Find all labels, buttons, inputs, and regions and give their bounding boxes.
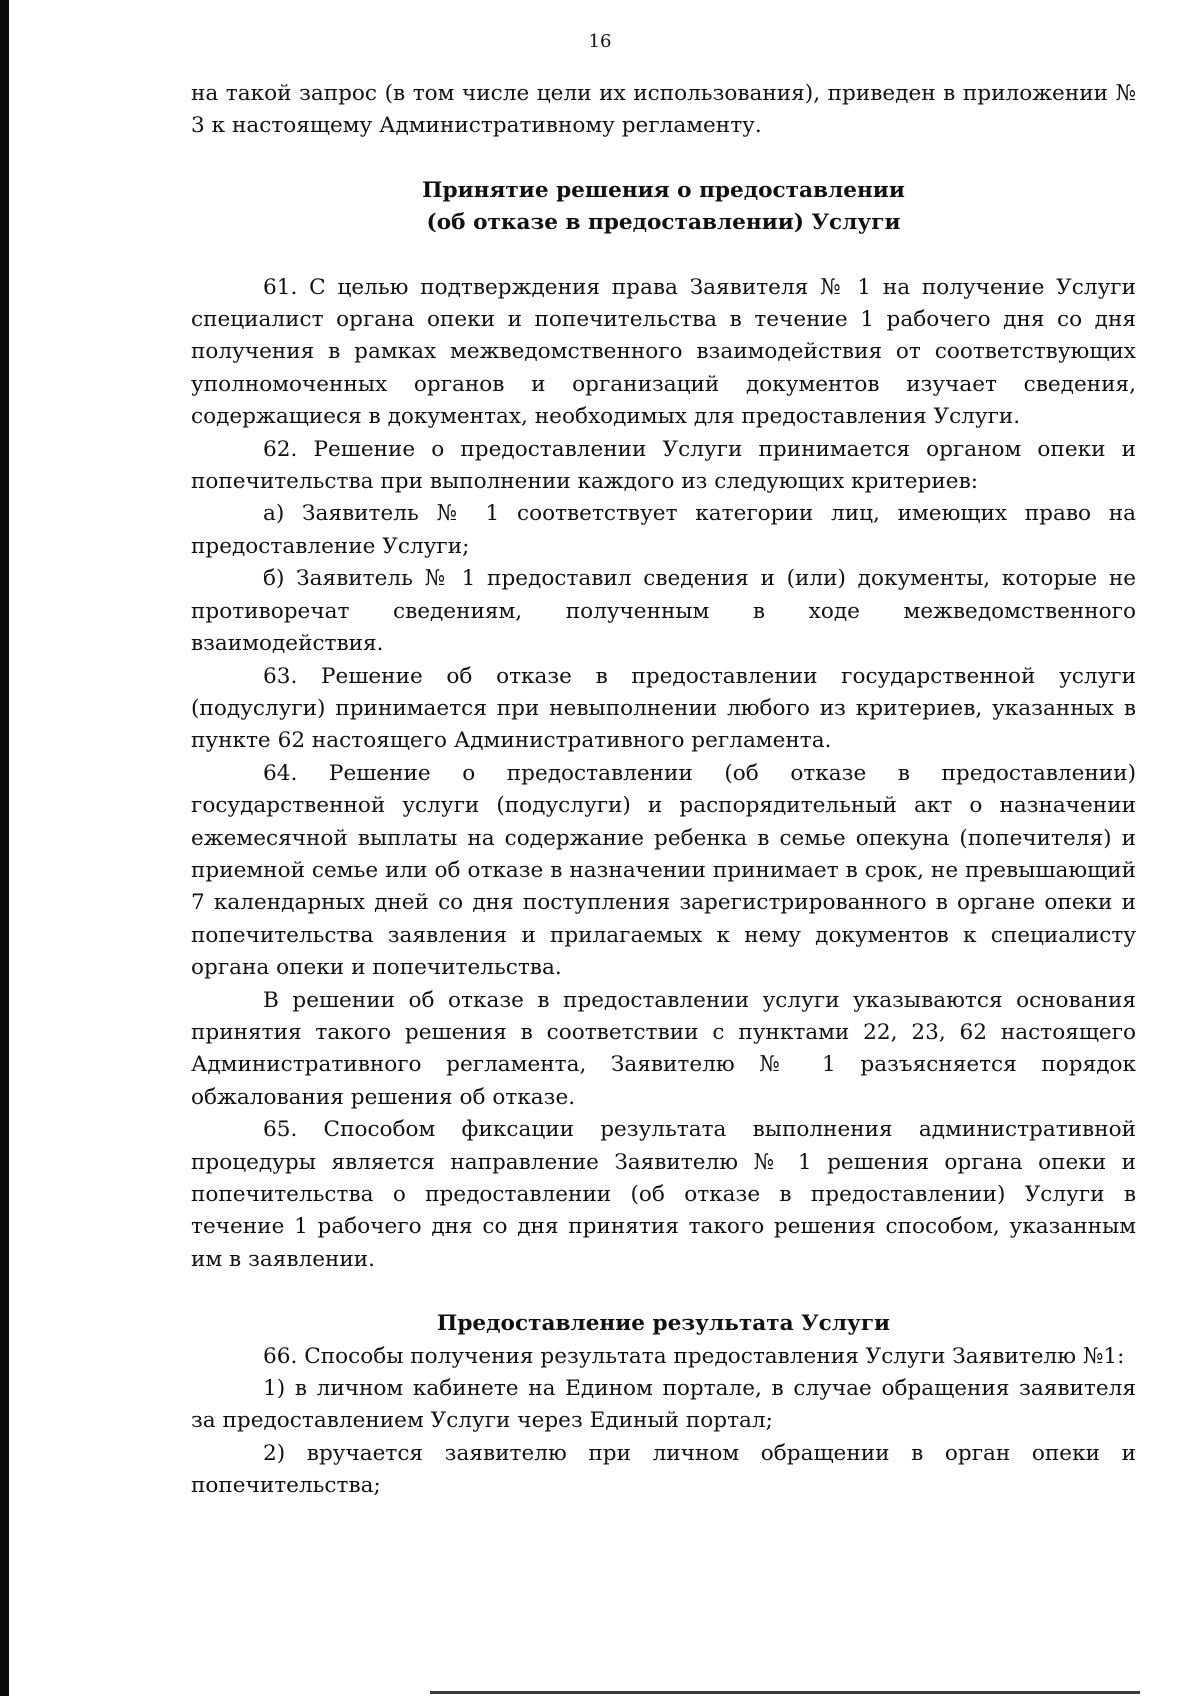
paragraph-64: 64. Решение о предоставлении (об отказе в предоставлении) государственной услуги (подуслуги) и распорядительный акт о назначении ежемесячной выплаты на содержание ребенка в семье опекуна (попечителя) и приемной семье или об отказе в назначении принимает в срок, не превышающий 7 календарных дней со дня поступления зарегистрированного в органе опеки и попечительства заявления и прилагаемых к нему документов к специалисту органа опеки и попечительства.: [191, 760, 1136, 981]
section-heading-decision: [191, 175, 1136, 240]
continuation-text: на такой запрос (в том числе цели их использования), приведен в приложении № 3 к настоящему Административному регламенту.: [191, 81, 1136, 139]
paragraph-65: 65. Способом фиксации результата выполнения административной процедуры является направление Заявителю № 1 решения органа опеки и попечительства о предоставлении (об отказе в предоставлении) Услуги в течение 1 рабочего дня со дня принятия такого решения способом, указанным им в заявлении.: [191, 1117, 1136, 1272]
paragraph-66-2: 2) вручается заявителю при личном обращении в орган опеки и попечительства;: [191, 1440, 1136, 1499]
section-heading-result: [191, 1308, 1136, 1340]
paragraph-62: 62. Решение о предоставлении Услуги принимается органом опеки и попечительства при выполнении каждого из следующих критериев:: [191, 436, 1136, 495]
heading-line: Предоставление результата Услуги: [436, 1311, 891, 1337]
heading-line: Принятие решения о предоставлении: [422, 177, 905, 203]
heading-line: (об отказе в предоставлении) Услуги: [426, 210, 901, 236]
document-body: [191, 78, 1136, 1503]
paragraph-62-b: б) Заявитель № 1 предоставил сведения и (или) документы, которые не противоречат сведениям, полученным в ходе межведомственного взаимодействия.: [191, 566, 1136, 657]
paragraph-62-a: а) Заявитель № 1 соответствует категории лиц, имеющих право на предоставление Услуги;: [191, 501, 1136, 559]
paragraph-66: 66. Способы получения результата предоставления Услуги Заявителю №1:: [263, 1343, 1125, 1369]
page-number: 16: [588, 31, 612, 52]
paragraph-64-refusal: В решении об отказе в предоставлении услуги указываются основания принятия такого решения в соответствии с пунктами 22, 23, 62 настоящего Административного регламента, Заявителю № 1 разъясняется порядок обжалования решения об отказе.: [191, 987, 1136, 1110]
paragraph-61: 61. С целью подтверждения права Заявителя № 1 на получение Услуги специалист органа опеки и попечительства в течение 1 рабочего дня со дня получения в рамках межведомственного взаимодействия от соответствующих уполномоченных органов и организаций документов изучает сведения, содержащиеся в документах, необходимых для предоставления Услуги.: [191, 274, 1136, 430]
paragraph-66-1: 1) в личном кабинете на Едином портале, в случае обращения заявителя за предоставлением Услуги через Единый портал;: [191, 1376, 1136, 1434]
scan-edge-bottom: [430, 1691, 1140, 1694]
scan-edge-left: [0, 0, 9, 1696]
paragraph-63: 63. Решение об отказе в предоставлении государственной услуги (подуслуги) принимается при невыполнении любого из критериев, указанных в пункте 62 настоящего Административного регламента.: [191, 663, 1136, 754]
